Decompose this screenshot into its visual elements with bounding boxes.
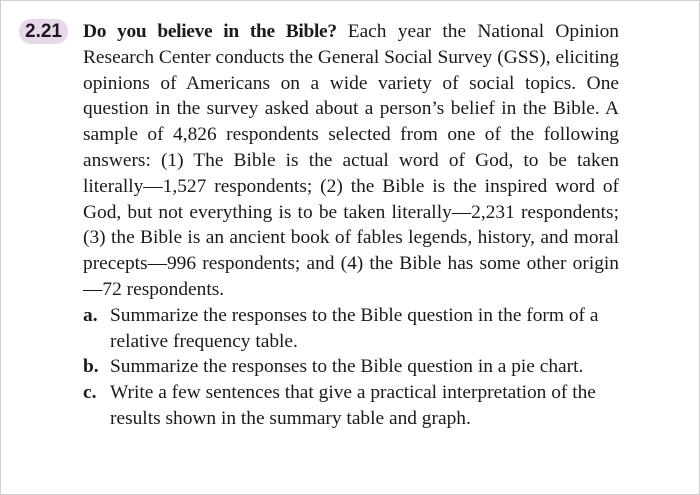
- exercise-part-b: [83, 354, 619, 380]
- exercise-part-a: [83, 303, 619, 355]
- part-letter: c.: [83, 382, 97, 404]
- exercise-part-c: [83, 380, 619, 432]
- part-letter: a.: [83, 304, 98, 326]
- part-text: Summarize the responses to the Bible question in a pie chart.: [110, 356, 584, 378]
- exercise-description: Each year the National Opinion Research Center conducts the General Social Survey (GSS), eliciting opinions of Americans on a wide variety of social topics. One question in the survey asked about a person’s belief in the Bible. A sample of 4,826 respondents selected from one of the following answers: (1) The Bible is the actual word of God, to be taken literally—1,527 respondents; (2) the Bible is the inspired word of God, but not everything is to be taken literally—2,231 respondents; (3) the Bible is an ancient book of fables legends, history, and moral precepts—996 respondents; and (4) the Bible has some other origin—72 respondents.: [83, 21, 619, 300]
- part-letter: b.: [83, 356, 99, 378]
- part-text: Write a few sentences that give a practical interpretation of the results shown in the summary table and graph.: [110, 382, 596, 429]
- part-text: Summarize the responses to the Bible question in the form of a relative frequency table.: [110, 304, 599, 352]
- exercise-body: [83, 19, 619, 303]
- exercise-title: Do you believe in the Bible?: [83, 21, 348, 42]
- exercise-parts: [83, 303, 619, 432]
- exercise-2-21: [19, 19, 619, 432]
- exercise-number: 2.21: [19, 19, 68, 44]
